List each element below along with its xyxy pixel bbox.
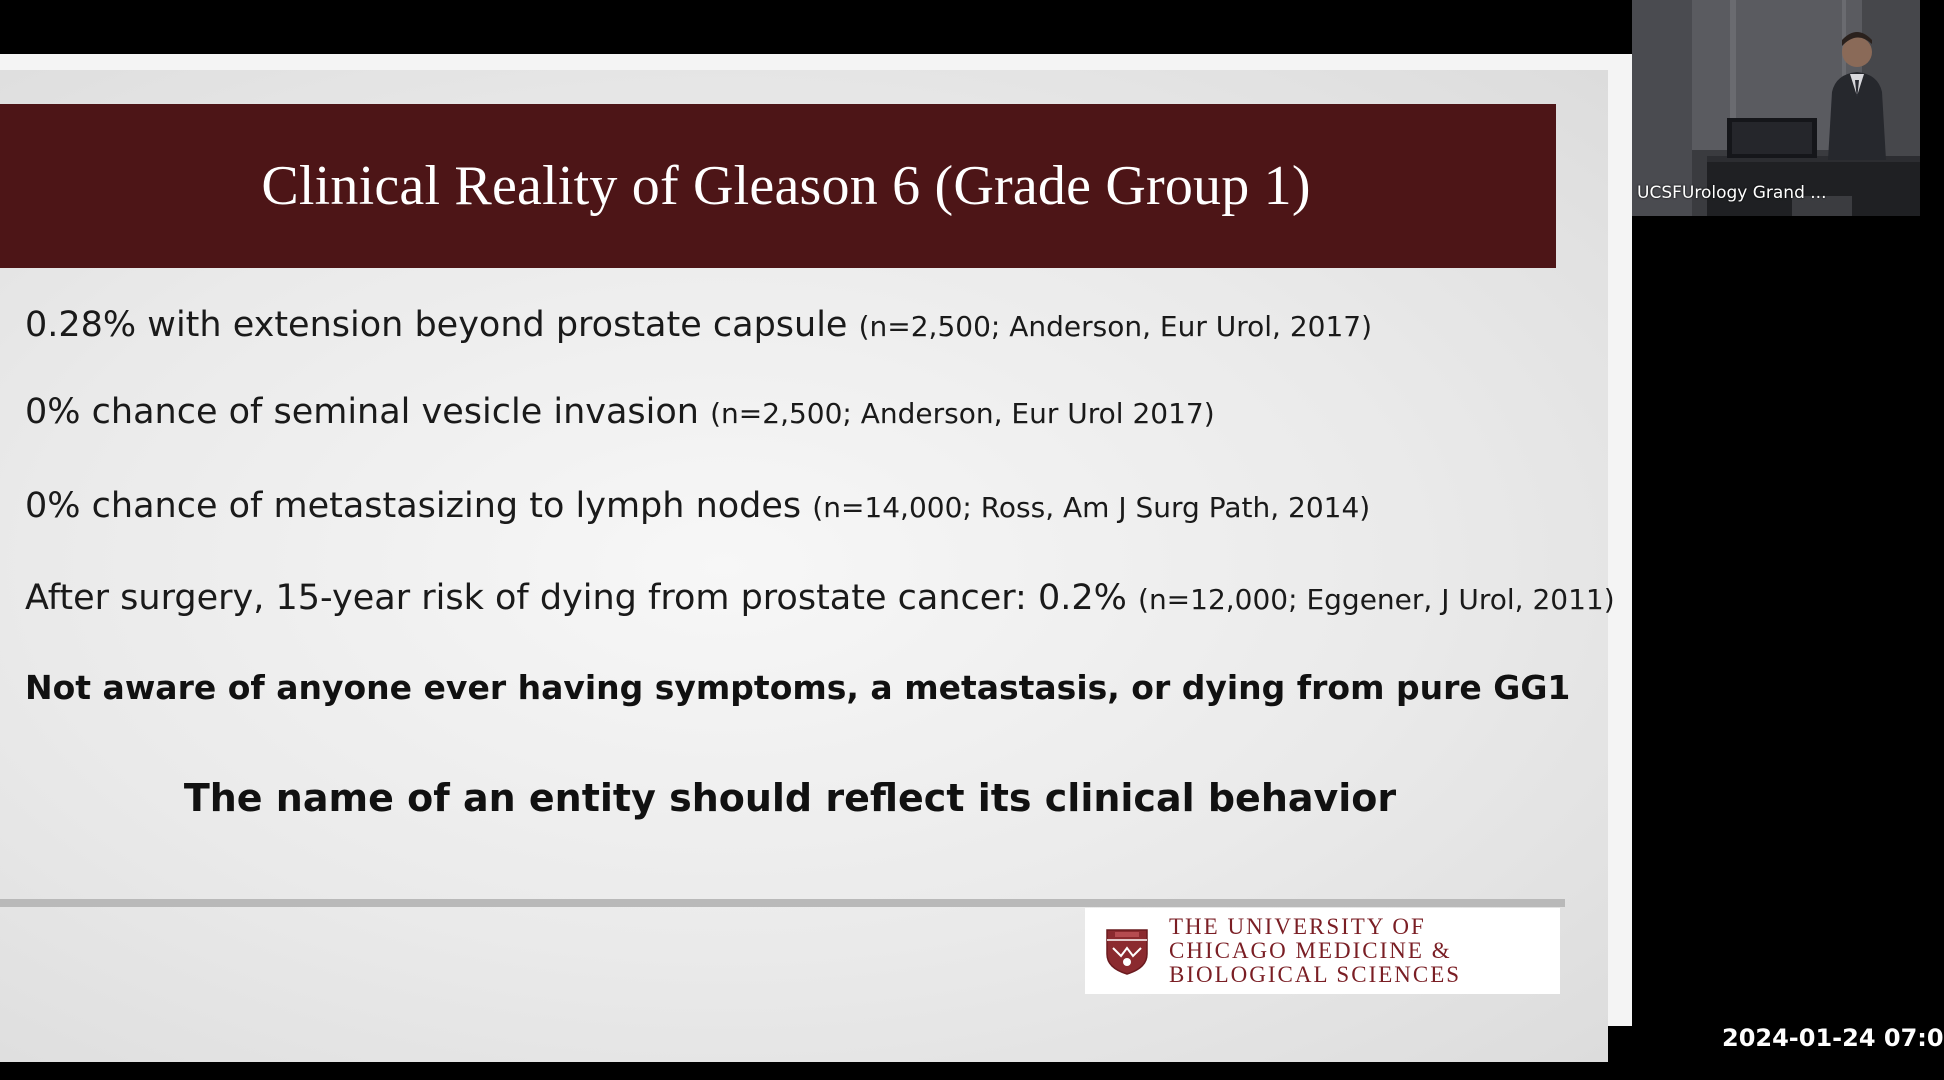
logo-text <box>1169 915 1461 987</box>
shared-screen <box>0 54 1632 1026</box>
logo-line: CHICAGO MEDICINE & <box>1169 938 1452 963</box>
logo-line: THE UNIVERSITY OF <box>1169 914 1426 939</box>
bullet-citation: (n=2,500; Anderson, Eur Urol, 2017) <box>858 310 1373 343</box>
bullet-citation: (n=14,000; Ross, Am J Surg Path, 2014) <box>812 491 1371 524</box>
logo-line: BIOLOGICAL SCIENCES <box>1169 962 1462 987</box>
bullet-text: 0.28% with extension beyond prostate capsule <box>25 305 859 345</box>
university-logo <box>1085 908 1560 994</box>
recording-timestamp: 2024-01-24 07:0 <box>1722 1024 1944 1052</box>
slide-divider <box>0 899 1565 907</box>
bullet-citation: (n=2,500; Anderson, Eur Urol 2017) <box>710 397 1215 430</box>
bullet-citation: (n=12,000; Eggener, J Urol, 2011) <box>1138 583 1615 616</box>
slide-bullet <box>25 578 1615 618</box>
university-seal-icon <box>1103 926 1151 976</box>
participant-name: UCSFUrology Grand ... <box>1637 183 1827 203</box>
slide-bullet <box>25 392 1215 432</box>
slide-conclusion: The name of an entity should reflect its clinical behavior <box>183 776 1397 820</box>
presentation-slide <box>0 70 1615 1062</box>
slide-bullet <box>25 486 1370 526</box>
slide-title-bar <box>0 104 1556 268</box>
bullet-text: 0% chance of metastasizing to lymph nodes <box>25 486 813 526</box>
slide-title: Clinical Reality of Gleason 6 (Grade Group 1) <box>261 155 1311 217</box>
bullet-text: 0% chance of seminal vesicle invasion <box>25 392 711 432</box>
bold-statement: Not aware of anyone ever having symptoms, a metastasis, or dying from pure GG1 <box>25 668 1571 707</box>
participant-video-tile[interactable] <box>1632 0 1920 216</box>
slide-bullet <box>25 305 1372 345</box>
bullet-text: After surgery, 15-year risk of dying from prostate cancer: 0.2% <box>25 578 1139 618</box>
